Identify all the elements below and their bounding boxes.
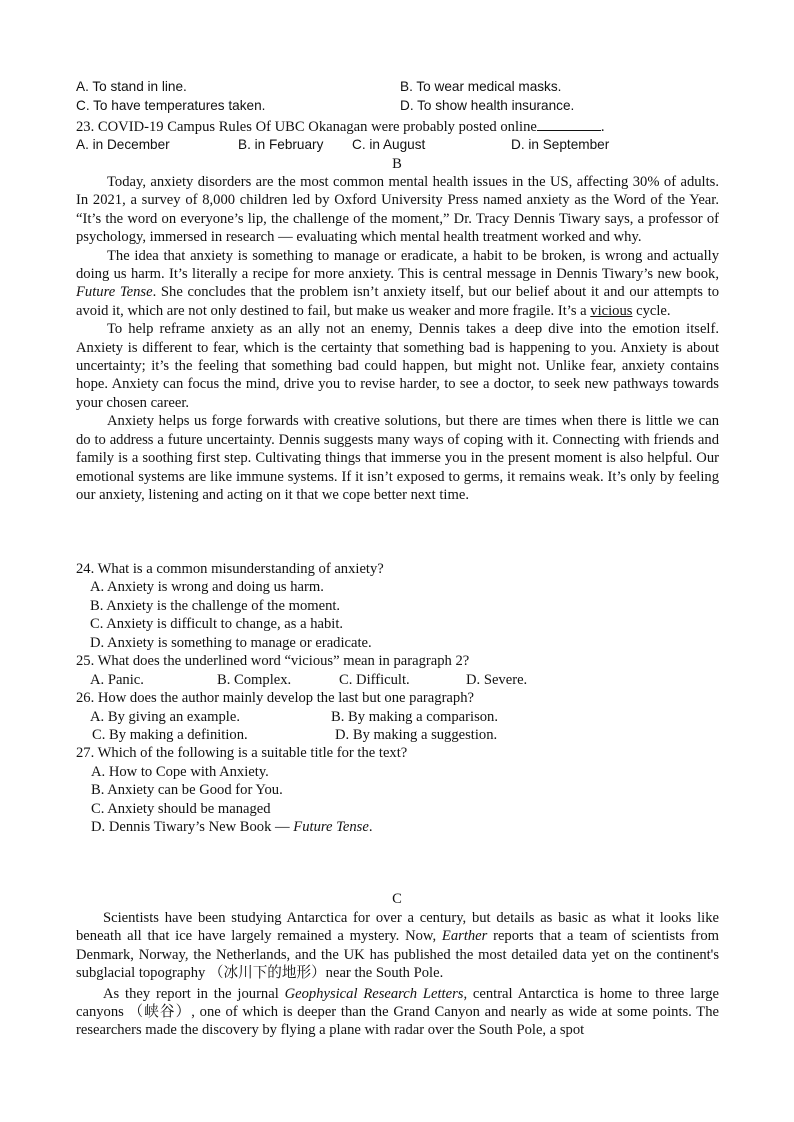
q23-option-b: B. in February [238,137,324,152]
q25-option-c: C. Difficult. [339,672,410,688]
answer-blank [537,117,601,131]
book-title: Future Tense [76,284,153,301]
q22-option-d: D. To show health insurance. [400,98,575,113]
section-b-paragraph-2: The idea that anxiety is something to manage or eradicate, a habit to be broken, is wrong and actually doing us harm. It’s literally a recipe for more anxiety. This is central message in Dennis Tiwary’s new book, Future Tense. She concludes that the problem isn’t anxiety itself, but our belief about it and our attempts to avoid it, which are not only destined to fail, but make us weaker and more fragile. It’s a vicious cycle. [76,247,719,319]
q27-option-a: A. How to Cope with Anxiety. [91,764,269,780]
q24-option-a: A. Anxiety is wrong and doing us harm. [90,579,324,595]
q23-option-d: D. in September [511,137,610,152]
q23-option-a: A. in December [76,137,170,152]
q24-option-b: B. Anxiety is the challenge of the moment. [90,598,341,614]
underlined-word-vicious: vicious [590,302,633,319]
q25-option-b: B. Complex. [217,672,292,688]
q27-option-c: C. Anxiety should be managed [91,801,271,817]
q27-option-d: D. Dennis Tiwary’s New Book — Future Tense. [91,819,373,835]
q24-option-d: D. Anxiety is something to manage or eradicate. [90,635,372,651]
q27-stem: 27. Which of the following is a suitable title for the text? [76,745,408,761]
q23-stem-text: 23. COVID-19 Campus Rules Of UBC Okanagan were probably posted online [76,119,537,135]
q26-stem: 26. How does the author mainly develop the last but one paragraph? [76,690,474,706]
section-b-label: B [392,156,402,172]
section-c-passage [76,909,719,1040]
section-b-paragraph-3: To help reframe anxiety as an ally not an enemy, Dennis takes a deep dive into the emotion itself. Anxiety is different to fear, which is the certainty that something bad is happening to you. Anxiety is about uncertainty; it’s the feeling that something bad could happen, but might not. Unlike fear, anxiety contains hope. Anxiety can focus the mind, drive you to revise harder, to see a doctor, to seek new pathways towards your chosen career. [76,321,719,411]
q22-option-a: A. To stand in line. [76,79,187,94]
q24-stem: 24. What is a common misunderstanding of anxiety? [76,561,384,577]
q25-stem: 25. What does the underlined word “vicious” mean in paragraph 2? [76,653,470,669]
q26-option-d: D. By making a suggestion. [335,727,498,743]
q24-option-c: C. Anxiety is difficult to change, as a habit. [90,616,344,632]
q23-option-c: C. in August [352,137,426,152]
q23-stem [76,117,605,136]
q25-option-d: D. Severe. [466,672,528,688]
source-earther: Earther [441,928,488,945]
section-b-paragraph-4: Anxiety helps us forge forwards with creative solutions, but there are times when there is little we can do to address a future uncertainty. Dennis suggests many ways of coping with it. Connecting with friends and family is a soothing first step. Cultivating things that immerse you in the present moment is also helpful. Our emotional systems are like immune systems. If it isn’t exposed to germs, it remains weak. It’s only by feeling our anxiety, listening and acting on it that we cope better next time. [76,413,719,503]
q27-option-b: B. Anxiety can be Good for You. [91,782,283,798]
section-b-passage [76,173,719,504]
q26-option-b: B. By making a comparison. [331,709,498,725]
section-c-paragraph-1: Scientists have been studying Antarctica for over a century, but details as basic as what it looks like beneath all that ice have largely remained a mystery. Now, Earther reports that a team of scientists from Denmark, Norway, the Netherlands, and the UK has published the most detailed data yet on the continent's subglacial topography （冰川下的地形）near the South Pole. [76,910,719,982]
q26-option-c: C. By making a definition. [92,727,248,743]
q22-option-b: B. To wear medical masks. [400,79,562,94]
q26-option-a: A. By giving an example. [90,709,240,725]
q23-stem-end: . [600,119,605,135]
q22-option-c: C. To have temperatures taken. [76,98,266,113]
journal-title: Geophysical Research Letters [284,985,464,1002]
section-b-paragraph-1: Today, anxiety disorders are the most common mental health issues in the US, affecting 30% of adults. In 2021, a survey of 8,000 children led by Oxford University Press named anxiety as the Word of the Year. “It’s the word on everyone’s lip, the challenge of the moment,” Dr. Tracy Dennis Tiwary says, a professor of psychology, immersed in research — evaluating which mental health treatment worked and why. [76,174,719,246]
book-title: Future Tense [293,819,369,835]
section-c-paragraph-2: As they report in the journal Geophysical Research Letters, central Antarctica is home to three large canyons （峡谷）, one of which is deeper than the Grand Canyon and nearly as wide at some points. The researchers made the discovery by flying a plane with radar over the South Pole, a spot [76,985,719,1039]
q25-option-a: A. Panic. [90,672,144,688]
section-c-label: C [392,891,402,907]
